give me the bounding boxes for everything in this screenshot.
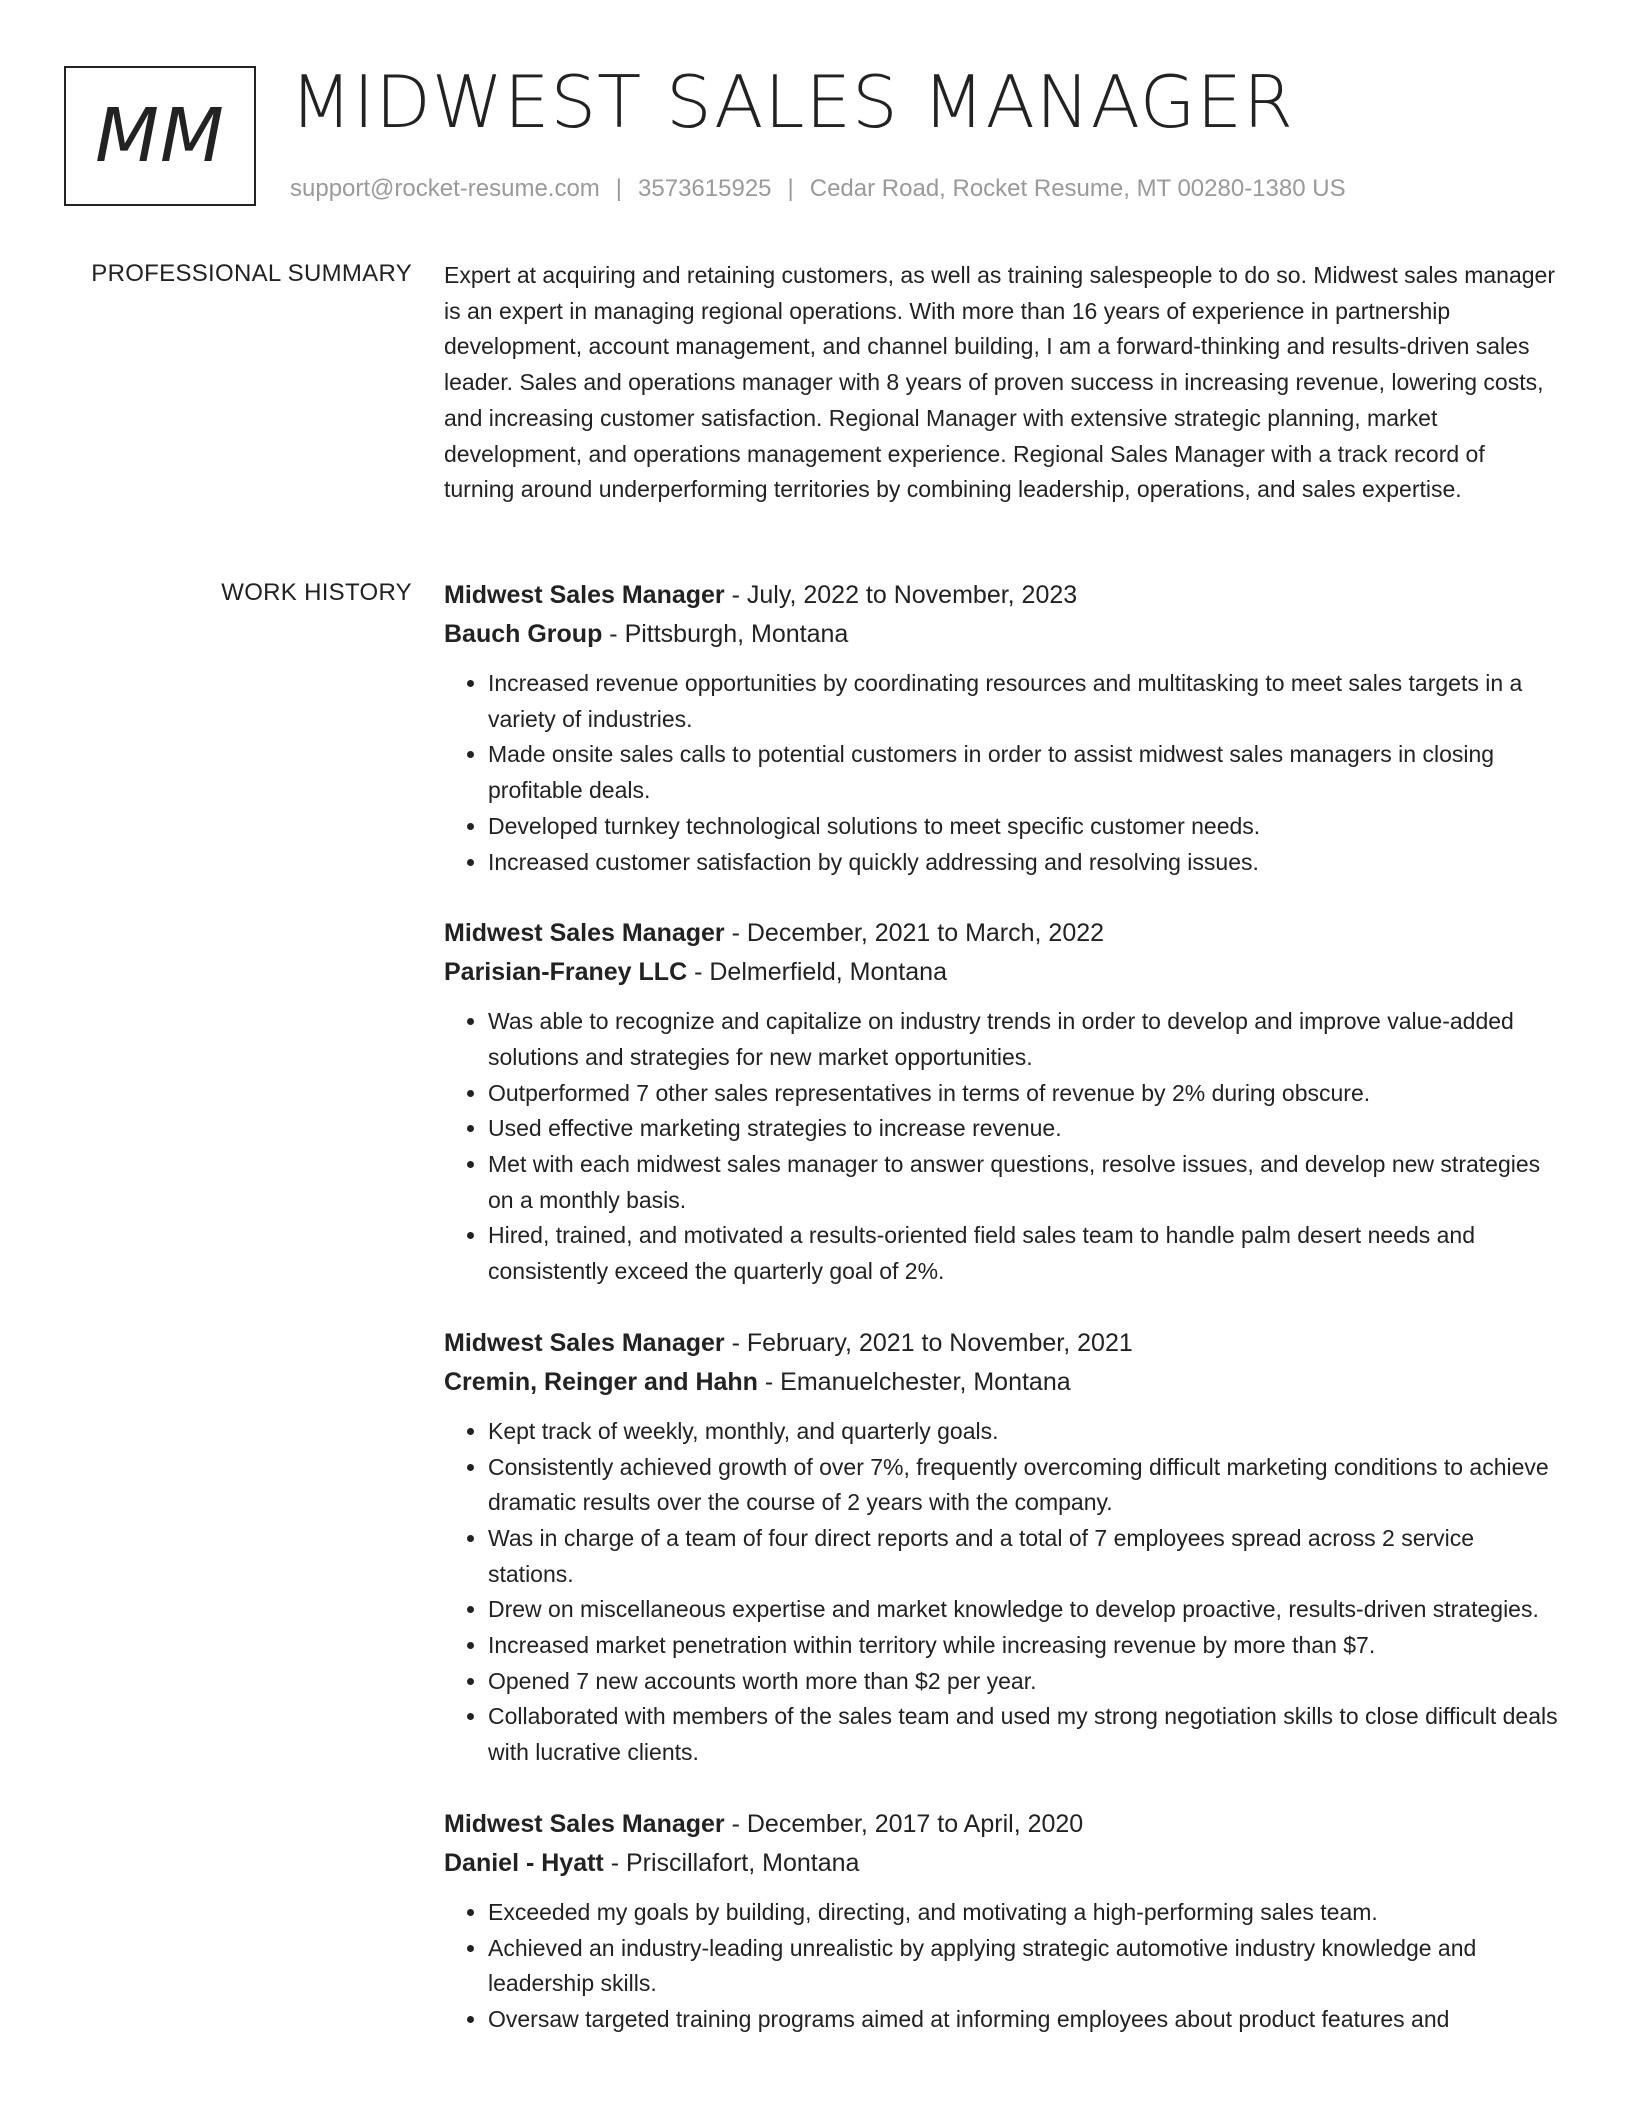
job-location: Delmerfield, Montana <box>709 958 947 987</box>
job-bullet-list <box>444 1004 1560 1290</box>
contact-separator: | <box>615 175 623 202</box>
job-title: Midwest Sales Manager <box>444 581 725 609</box>
job-dates: December, 2021 to March, 2022 <box>746 919 1105 948</box>
summary-section-label: PROFESSIONAL SUMMARY <box>91 260 412 287</box>
contact-separator: | <box>787 175 794 202</box>
job-title-line <box>444 1324 1560 1363</box>
job-bullet: • Used effective marketing strategies to increase revenue. <box>488 1111 1560 1147</box>
job-bullet: • Was in charge of a team of four direct reports and a total of 7 employees spread across 2 service stations. <box>488 1521 1560 1592</box>
job-bullet: • Exceeded my goals by building, directing, and motivating a high-performing sales team. <box>488 1895 1560 1931</box>
dash-separator: - <box>724 919 747 948</box>
job-company-line <box>444 615 1560 654</box>
street-address: Cedar Road, Rocket Resume, MT 00280-1380 US <box>809 175 1346 202</box>
work-history-list <box>444 576 1560 2072</box>
job-bullet: • Increased customer satisfaction by quickly addressing and resolving issues. <box>488 845 1560 881</box>
job-dates: December, 2017 to April, 2020 <box>746 1809 1084 1838</box>
job-title: Midwest Sales Manager <box>444 919 725 948</box>
email-address: support@rocket-resume.com <box>290 175 600 202</box>
job-bullet: • Kept track of weekly, monthly, and quarterly goals. <box>488 1414 1560 1450</box>
dash-separator: - <box>603 1848 626 1877</box>
job-bullet: • Oversaw targeted training programs aimed at informing employees about product features and <box>488 2002 1560 2038</box>
job-bullet: • Increased market penetration within territory while increasing revenue by more than $7. <box>488 1628 1560 1664</box>
job-bullet: • Outperformed 7 other sales representatives in terms of revenue by 2% during obscure. <box>488 1076 1560 1112</box>
job-title-line <box>444 576 1560 615</box>
job-bullet: • Consistently achieved growth of over 7%, frequently overcoming difficult marketing conditions to achieve dramatic results over the course of 2 years with the company. <box>488 1450 1560 1521</box>
job-bullet: • Met with each midwest sales manager to answer questions, resolve issues, and develop new strategies on a monthly basis. <box>488 1147 1560 1218</box>
job-bullet: • Drew on miscellaneous expertise and market knowledge to develop proactive, results-driven strategies. <box>488 1592 1560 1628</box>
company-name: Bauch Group <box>444 620 603 648</box>
job-location: Priscillafort, Montana <box>625 1848 860 1877</box>
dash-separator: - <box>724 1328 747 1357</box>
job-entry <box>444 914 1560 1290</box>
job-company-line <box>444 1363 1560 1402</box>
dash-separator: - <box>757 1367 781 1396</box>
dash-separator: - <box>687 958 710 987</box>
contact-line <box>290 172 1346 206</box>
job-location: Pittsburgh, Montana <box>624 620 849 648</box>
job-bullet-list <box>444 1414 1560 1771</box>
initials-monogram: MM <box>64 66 256 206</box>
job-title-line <box>444 1805 1560 1844</box>
job-bullet: • Hired, trained, and motivated a results-oriented field sales team to handle palm desert needs and consistently exceed the quarterly goal of 2%. <box>488 1218 1560 1289</box>
job-bullet: • Increased revenue opportunities by coordinating resources and multitasking to meet sales targets in a variety of industries. <box>488 666 1560 737</box>
company-name: Daniel - Hyatt <box>444 1848 604 1877</box>
job-company-line <box>444 1844 1560 1883</box>
dash-separator: - <box>602 620 625 648</box>
company-name: Parisian-Franey LLC <box>444 958 688 987</box>
job-title: Midwest Sales Manager <box>444 1809 725 1838</box>
job-bullet: • Developed turnkey technological solutions to meet specific customer needs. <box>488 809 1560 845</box>
job-bullet: • Collaborated with members of the sales team and used my strong negotiation skills to close difficult deals with lucrative clients. <box>488 1699 1560 1770</box>
job-dates: February, 2021 to November, 2021 <box>746 1328 1133 1357</box>
work-history-section-label: WORK HISTORY <box>221 579 412 606</box>
job-entry <box>444 576 1560 880</box>
resume-title: MIDWEST SALES MANAGER <box>290 60 1295 144</box>
job-title-line <box>444 914 1560 953</box>
summary-text: Expert at acquiring and retaining customers, as well as training salespeople to do so. Midwest sales manager is an expert in managing regional operations. With more than 16 years of experience in partnership development, account management, and channel building, I am a forward-thinking and results-driven sales leader. Sales and operations manager with 8 years of proven success in increasing revenue, lowering costs, and increasing customer satisfaction. Regional Manager with extensive strategic planning, market development, and operations management experience. Regional Sales Manager with a track record of turning around underperforming territories by combining leadership, operations, and sales expertise. <box>444 262 1555 503</box>
dash-separator: - <box>724 1809 747 1838</box>
company-name: Cremin, Reinger and Hahn <box>444 1367 758 1396</box>
job-bullet: • Achieved an industry-leading unrealistic by applying strategic automotive industry knowledge and leadership skills. <box>488 1931 1560 2002</box>
job-bullet-list <box>444 666 1560 880</box>
dash-separator: - <box>724 581 747 609</box>
phone-number: 3573615925 <box>638 175 772 202</box>
job-bullet: • Was able to recognize and capitalize on industry trends in order to develop and improve value-added solutions and strategies for new market opportunities. <box>488 1004 1560 1075</box>
job-entry <box>444 1324 1560 1771</box>
job-entry <box>444 1805 1560 2038</box>
job-dates: July, 2022 to November, 2023 <box>746 581 1078 609</box>
job-bullet-list <box>444 1895 1560 2038</box>
job-location: Emanuelchester, Montana <box>780 1367 1071 1396</box>
job-bullet: • Opened 7 new accounts worth more than $2 per year. <box>488 1664 1560 1700</box>
job-title: Midwest Sales Manager <box>444 1328 725 1357</box>
job-company-line <box>444 953 1560 992</box>
job-bullet: • Made onsite sales calls to potential customers in order to assist midwest sales managers in closing profitable deals. <box>488 737 1560 808</box>
